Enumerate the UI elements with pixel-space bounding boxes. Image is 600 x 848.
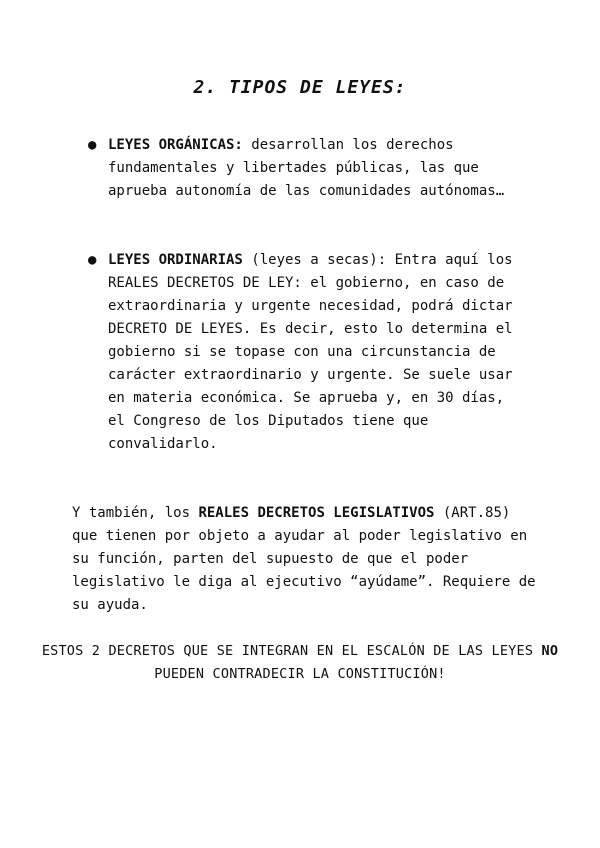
bullet-icon: ● — [88, 137, 97, 153]
section-title: 2. TIPOS DE LEYES: — [193, 77, 407, 98]
conclusion-emphasis: NO — [541, 643, 559, 659]
legislativos-description: (ART.85) que tienen por objeto a ayudar al poder legislativo en su función, parten del supuesto de que el poder legislativo le diga al ejecutivo “ayúdame”. Requiere de su ayuda. — [72, 505, 536, 613]
conclusion-before: ESTOS 2 DECRETOS QUE SE INTEGRAN EN EL ESCALÓN DE LAS LEYES — [41, 643, 542, 659]
bullet-icon: ● — [88, 252, 97, 268]
term-leyes-organicas: LEYES ORGÁNICAS: — [108, 137, 243, 153]
term-decretos-legislativos: REALES DECRETOS LEGISLATIVOS — [198, 505, 435, 521]
list-item-leyes-ordinarias — [88, 249, 528, 456]
term-leyes-ordinarias: LEYES ORDINARIAS — [108, 252, 243, 268]
organicas-description: desarrollan los derechos fundamentales y libertades públicas, las que aprueba autonomía de las comunidades autónomas… — [108, 137, 505, 199]
list-item-leyes-organicas — [88, 134, 528, 203]
decretos-legislativos-paragraph — [72, 502, 542, 617]
conclusion-after: PUEDEN CONTRADECIR LA CONSTITUCIÓN! — [154, 666, 446, 682]
laws-list-organicas — [88, 134, 528, 203]
legislativos-intro: Y también, los — [72, 505, 199, 521]
laws-list-ordinarias — [88, 249, 528, 456]
conclusion-statement — [40, 640, 560, 686]
ordinarias-description: (leyes a secas): Entra aquí los REALES DECRETOS DE LEY: el gobierno, en caso de extraordinaria y urgente necesidad, podrá dictar DECRETO DE LEYES. Es decir, esto lo determina el gobierno si se topase con una circunstancia de carácter extraordinario y urgente. Se suele usar en materia económica. Se aprueba y, en 30 días, el Congreso de los Diputados tiene que convalidarlo. — [108, 252, 513, 452]
